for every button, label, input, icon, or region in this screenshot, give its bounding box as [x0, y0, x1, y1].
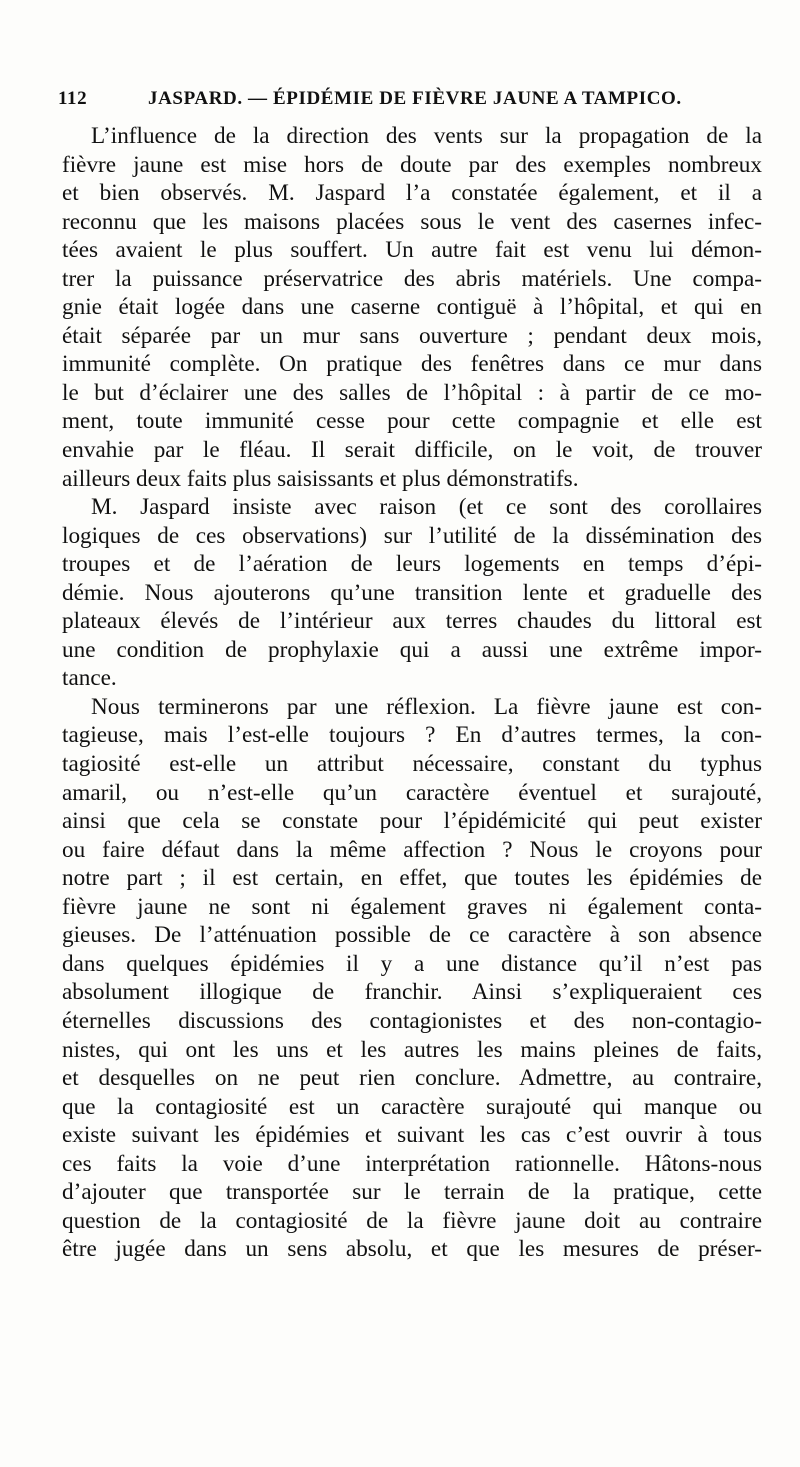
text-line: nistes, qui ont les uns et les autres les mains pleines de faits, — [62, 1036, 762, 1063]
text-line: notre part ; il est certain, en effet, que toutes les épidémies de — [62, 865, 762, 892]
running-title: JASPARD. — ÉPIDÉMIE DE FIÈVRE JAUNE A TAMPICO. — [148, 88, 682, 109]
text-line: tagiosité est-elle un attribut nécessaire, constant du typhus — [62, 751, 762, 778]
body-text — [62, 122, 762, 1264]
text-line: M. Jaspard insiste avec raison (et ce sont des corollaires — [91, 494, 762, 521]
text-line: L’influence de la direction des vents sur la propagation de la — [91, 123, 762, 149]
text-line: et bien observés. M. Jaspard l’a constatée également, et il a — [62, 180, 762, 207]
text-line: fièvre jaune est mise hors de doute par des exemples nombreux — [62, 151, 762, 178]
text-line: absolument illogique de franchir. Ainsi s’expliqueraient ces — [62, 979, 762, 1006]
text-line: plateaux élevés de l’intérieur aux terres chaudes du littoral est — [62, 608, 762, 635]
text-line: immunité complète. On pratique des fenêtres dans ce mur dans — [62, 351, 762, 378]
text-line: ment, toute immunité cesse pour cette compagnie et elle est — [62, 408, 762, 435]
text-line: d’ajouter que transportée sur le terrain de la pratique, cette — [62, 1179, 762, 1206]
text-line: trer la puissance préservatrice des abris matériels. Une compa- — [62, 265, 762, 292]
text-line: ailleurs deux faits plus saisissants et plus démonstratifs. — [62, 465, 579, 492]
text-line: logiques de ces observations) sur l’utilité de la dissémination des — [62, 522, 762, 549]
text-line: était séparée par un mur sans ouverture ; pendant deux mois, — [62, 322, 762, 349]
running-head — [58, 88, 740, 118]
text-line: ces faits la voie d’une interprétation rationnelle. Hâtons-nous — [62, 1150, 762, 1177]
text-line: reconnu que les maisons placées sous le vent des casernes infec- — [62, 208, 762, 235]
text-line: existe suivant les épidémies et suivant les cas c’est ouvrir à tous — [62, 1122, 762, 1149]
text-line: fièvre jaune ne sont ni également graves ni également conta- — [62, 893, 762, 920]
text-line: question de la contagiosité de la fièvre jaune doit au contraire — [62, 1207, 762, 1234]
text-line: le but d’éclairer une des salles de l’hôpital : à partir de ce mo- — [62, 379, 762, 406]
text-line: gieuses. De l’atténuation possible de ce caractère à son absence — [62, 922, 762, 949]
text-line: envahie par le fléau. Il serait difficile, on le voit, de trouver — [62, 437, 762, 464]
text-line: une condition de prophylaxie qui a aussi une extrême impor- — [62, 636, 762, 663]
text-line: et desquelles on ne peut rien conclure. Admettre, au contraire, — [62, 1065, 762, 1092]
text-line: troupes et de l’aération de leurs logements en temps d’épi- — [62, 551, 762, 578]
text-line: éternelles discussions des contagionistes et des non-contagio- — [62, 1007, 762, 1034]
text-line: démie. Nous ajouterons qu’une transition lente et graduelle des — [62, 579, 762, 606]
text-line: que la contagiosité est un caractère surajouté qui manque ou — [62, 1093, 762, 1120]
text-line: Nous terminerons par une réflexion. La fièvre jaune est con- — [91, 693, 762, 720]
text-line: dans quelques épidémies il y a une distance qu’il n’est pas — [62, 950, 762, 977]
text-line: tées avaient le plus souffert. Un autre fait est venu lui démon- — [62, 237, 762, 264]
text-line: gnie était logée dans une caserne contiguë à l’hôpital, et qui en — [62, 294, 762, 321]
text-line: ainsi que cela se constate pour l’épidémicité qui peut exister — [62, 808, 762, 835]
text-line: ou faire défaut dans la même affection ? Nous le croyons pour — [62, 836, 762, 863]
page-number: 112 — [58, 88, 88, 109]
text-line: tance. — [62, 665, 117, 692]
text-line: être jugée dans un sens absolu, et que les mesures de préser- — [62, 1236, 762, 1263]
text-line: tagieuse, mais l’est-elle toujours ? En d’autres termes, la con- — [62, 722, 762, 749]
text-line: amaril, ou n’est-elle qu’un caractère éventuel et surajouté, — [62, 779, 762, 806]
